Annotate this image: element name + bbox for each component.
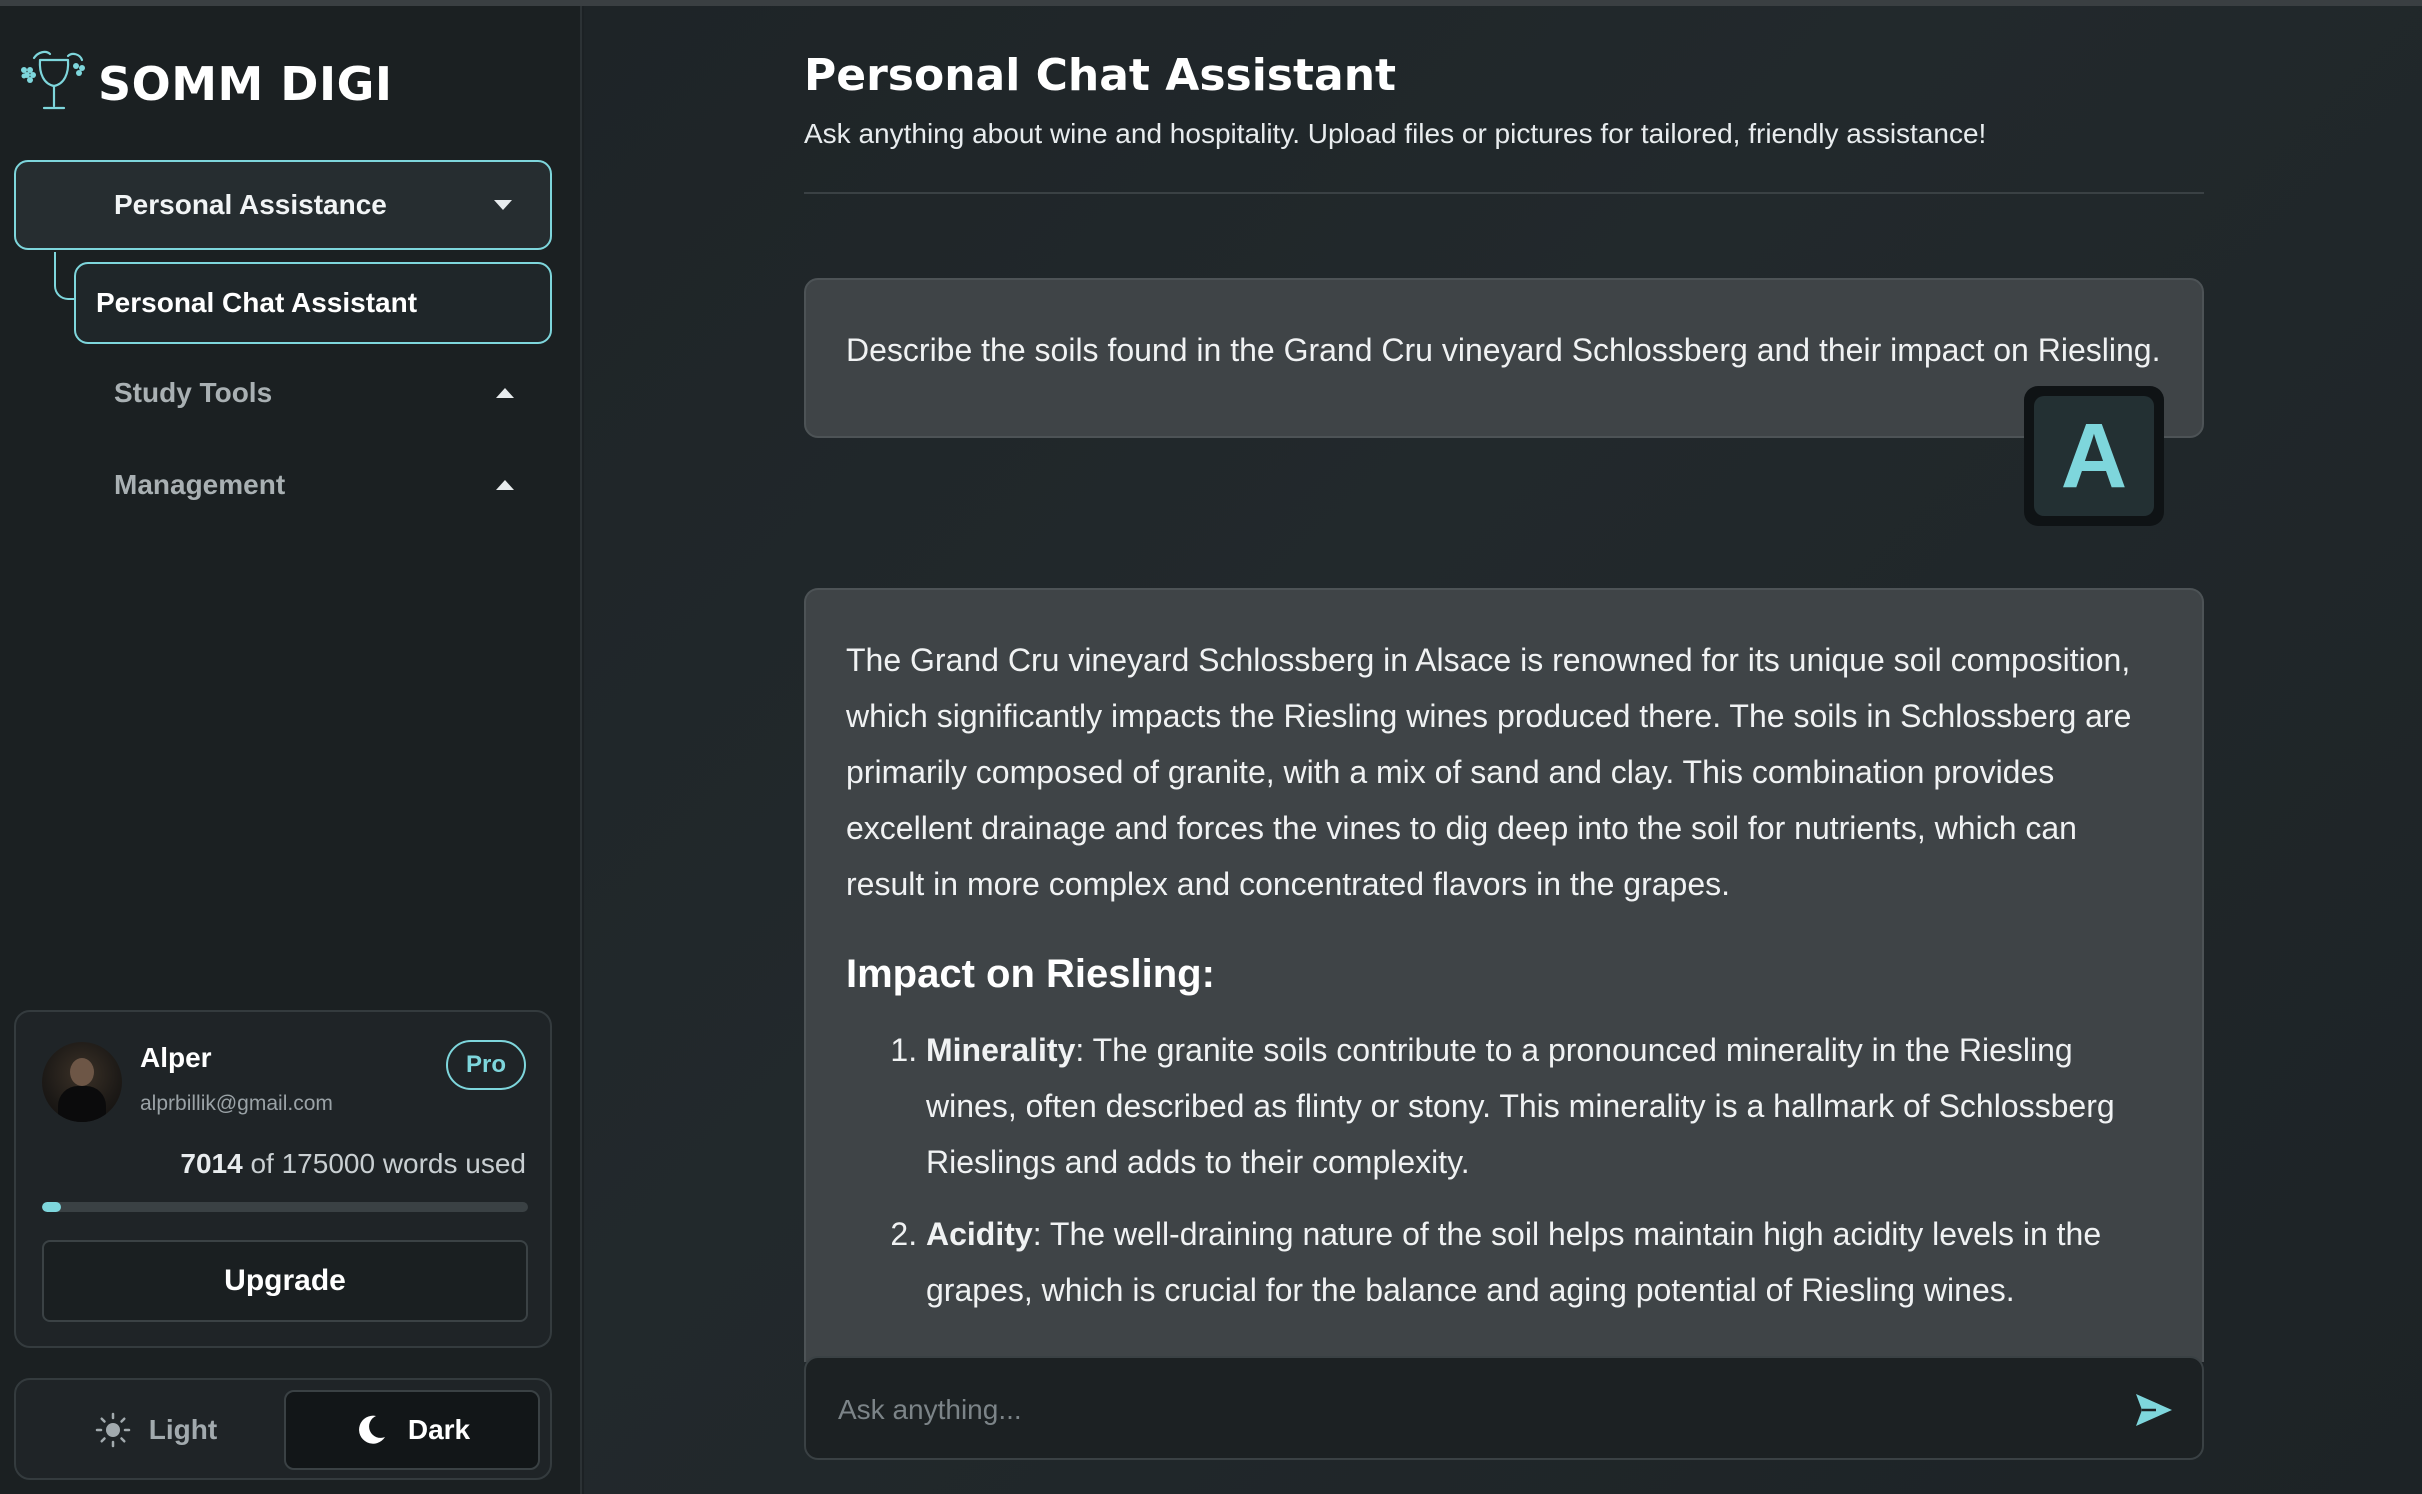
nav-group-label: Personal Assistance xyxy=(114,189,387,220)
nav-item-personal-chat-assistant[interactable] xyxy=(74,262,552,344)
nav-item-label: Personal Chat Assistant xyxy=(96,287,418,318)
caret-up-icon xyxy=(496,480,514,490)
caret-up-icon xyxy=(496,388,514,398)
sun-icon xyxy=(95,1412,131,1448)
point-term: Minerality xyxy=(926,1032,1076,1068)
assistant-points-list xyxy=(846,1022,2162,1318)
nav-group-label: Study Tools xyxy=(114,377,273,408)
send-icon[interactable] xyxy=(2132,1388,2176,1432)
list-item xyxy=(926,1022,2162,1190)
avatar[interactable] xyxy=(42,1042,122,1122)
user-email: alprbillik@gmail.com xyxy=(140,1092,333,1115)
chat-input[interactable] xyxy=(836,1384,2096,1436)
page-title: Personal Chat Assistant xyxy=(804,50,1397,101)
chat-input-bar xyxy=(804,1356,2204,1460)
nav-group-management[interactable] xyxy=(14,450,552,520)
usage-progress-bar xyxy=(42,1202,528,1212)
tree-connector xyxy=(54,252,76,300)
nav-group-personal-assistance[interactable] xyxy=(14,160,552,250)
point-term: Acidity xyxy=(926,1216,1033,1252)
words-total-text: of 175000 words used xyxy=(250,1148,526,1179)
avatar-body xyxy=(58,1086,106,1122)
assistant-section-heading: Impact on Riesling: xyxy=(846,952,1215,996)
assistant-avatar xyxy=(2024,386,2164,526)
upgrade-button[interactable]: Upgrade xyxy=(42,1240,528,1322)
sidebar xyxy=(0,6,582,1494)
plan-badge: Pro xyxy=(446,1040,526,1090)
brand-name: SOMM DIGI xyxy=(98,57,393,111)
moon-icon xyxy=(354,1413,388,1447)
header-divider xyxy=(804,192,2204,194)
usage-progress-fill xyxy=(42,1202,61,1212)
assistant-message-bubble xyxy=(804,588,2204,1362)
wine-glass-grapes-icon xyxy=(14,44,94,124)
assistant-avatar-letter: A xyxy=(2034,396,2154,516)
assistant-intro-paragraph: The Grand Cru vineyard Schlossberg in Alsace is renowned for its unique soil composition, which significantly impacts the Riesling wines produced there. The soils in Schlossberg are primarily composed of granite, with a mix of sand and clay. This combination provides excellent drainage and forces the vines to dig deep into the soil for nutrients, which can result in more complex and concentrated flavors in the grapes. xyxy=(846,642,2132,902)
theme-dark-button[interactable] xyxy=(284,1390,540,1470)
page-subtitle: Ask anything about wine and hospitality. Upload files or pictures for tailored, friendly assistance! xyxy=(804,118,1987,149)
main-content xyxy=(584,6,2422,1494)
caret-down-icon xyxy=(494,200,512,210)
theme-dark-label: Dark xyxy=(407,1414,471,1445)
theme-toggle xyxy=(14,1378,552,1480)
user-card xyxy=(14,1010,552,1348)
theme-light-label: Light xyxy=(148,1414,218,1445)
theme-light-button[interactable] xyxy=(28,1390,284,1470)
nav-group-label: Management xyxy=(114,469,286,500)
brand[interactable] xyxy=(14,44,392,124)
point-text: : The well-draining nature of the soil helps maintain high acidity levels in the grapes, which is crucial for the balance and aging potential of Riesling wines. xyxy=(926,1216,2102,1308)
user-name: Alper xyxy=(140,1042,212,1073)
user-message-bubble xyxy=(804,278,2204,438)
words-used-count: 7014 xyxy=(180,1148,243,1179)
word-usage xyxy=(180,1148,526,1180)
nav-group-study-tools[interactable] xyxy=(14,358,552,428)
list-item xyxy=(926,1206,2162,1318)
avatar-head xyxy=(70,1058,94,1086)
point-text: : The granite soils contribute to a pronounced minerality in the Riesling wines, often described as flinty or stony. This minerality is a hallmark of Schlossberg Rieslings and adds to their complexity. xyxy=(926,1032,2115,1180)
user-message-text: Describe the soils found in the Grand Cru vineyard Schlossberg and their impact on Riesling. xyxy=(846,332,2161,368)
